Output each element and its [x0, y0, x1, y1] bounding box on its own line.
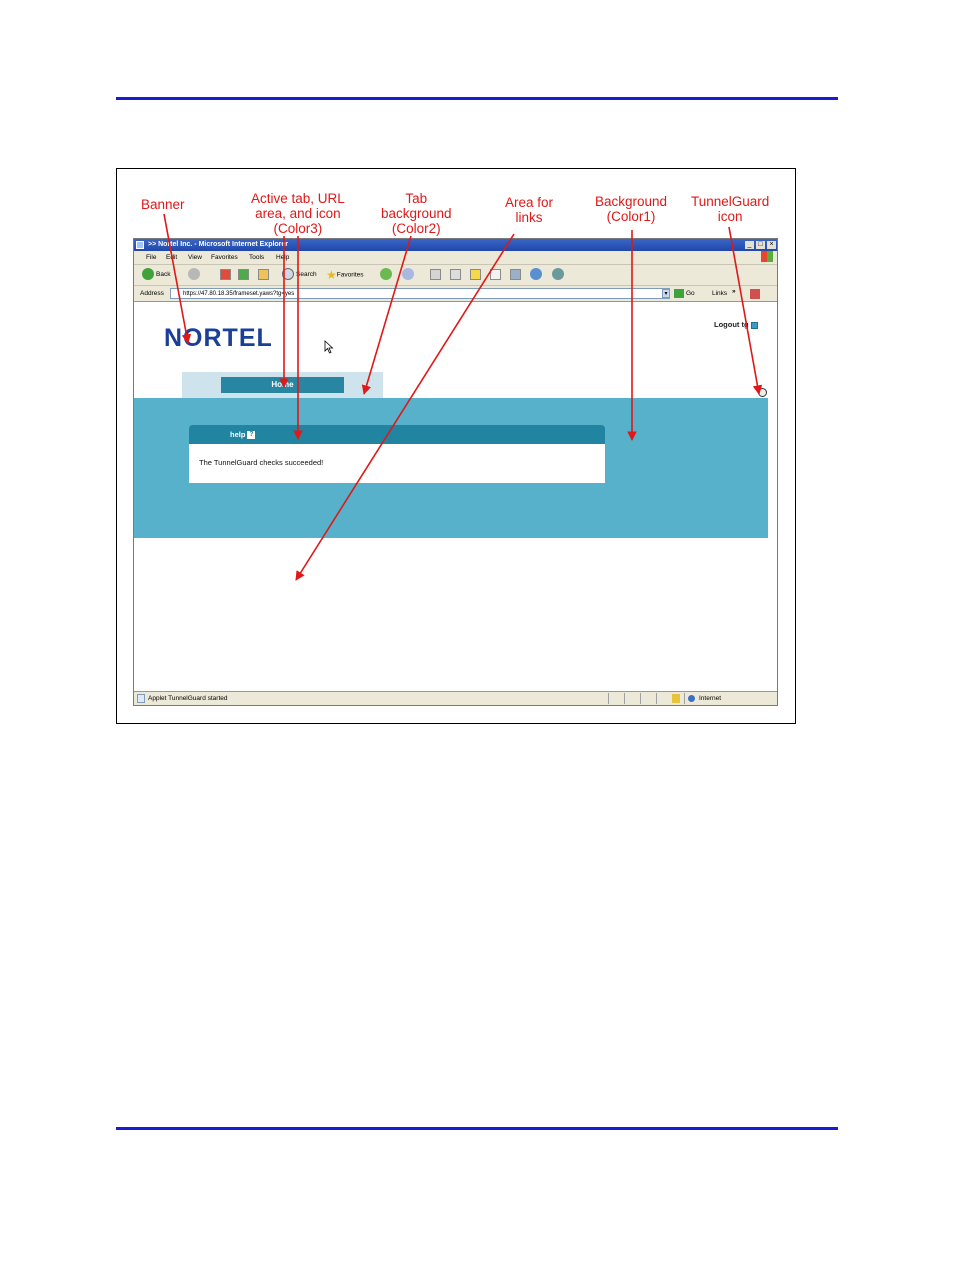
links-label[interactable]: Links — [712, 290, 728, 297]
tab-home[interactable]: Home — [221, 377, 344, 393]
address-dropdown-icon[interactable]: ▾ — [662, 289, 670, 298]
arrow-banner — [164, 214, 188, 343]
callout-banner: Banner — [141, 197, 185, 212]
status-zone: Internet — [699, 695, 722, 702]
logout-label: Logout tg — [714, 320, 749, 329]
menu-view[interactable]: View — [188, 254, 202, 261]
minimize-button[interactable]: _ — [745, 241, 754, 249]
nortel-logo: NORTEL — [164, 324, 273, 352]
arrow-links-area — [296, 234, 514, 580]
window-title: >> Nortel Inc. - Microsoft Internet Explorer — [148, 241, 289, 248]
favorites-label: Favorites — [336, 271, 364, 279]
search-label: Search — [296, 271, 317, 278]
callout-links-area: Area for links — [505, 195, 554, 225]
menu-tools[interactable]: Tools — [249, 254, 265, 261]
links-chevron[interactable]: » — [732, 288, 736, 295]
close-button[interactable]: × — [767, 241, 776, 249]
back-label: Back — [156, 271, 171, 278]
menu-file[interactable]: File — [146, 254, 157, 261]
star-icon: ★ — [326, 268, 337, 282]
maximize-button[interactable]: □ — [756, 241, 765, 249]
menu-favorites[interactable]: Favorites — [211, 254, 238, 261]
arrow-tab-background — [364, 236, 411, 394]
footer-rule — [116, 1127, 838, 1130]
tunnelguard-message: The TunnelGuard checks succeeded! — [199, 458, 324, 467]
help-question-icon: ? — [249, 431, 254, 439]
go-label: Go — [686, 290, 695, 297]
callout-tunnelguard: TunnelGuard icon — [691, 194, 770, 224]
callout-background: Background (Color1) — [595, 194, 668, 224]
menu-help[interactable]: Help — [276, 254, 290, 261]
help-title: help — [230, 430, 246, 439]
arrow-tunnelguard — [729, 227, 759, 394]
callout-tab-background: Tab background (Color2) — [381, 191, 452, 236]
status-text: Applet TunnelGuard started — [148, 695, 228, 702]
callout-active-tab: Active tab, URL area, and icon (Color3) — [251, 191, 345, 236]
address-label: Address — [140, 290, 164, 297]
menu-edit[interactable]: Edit — [166, 254, 178, 261]
address-input[interactable]: https://47.80.18.35/frameset.yaws?tg=yes — [170, 288, 670, 299]
